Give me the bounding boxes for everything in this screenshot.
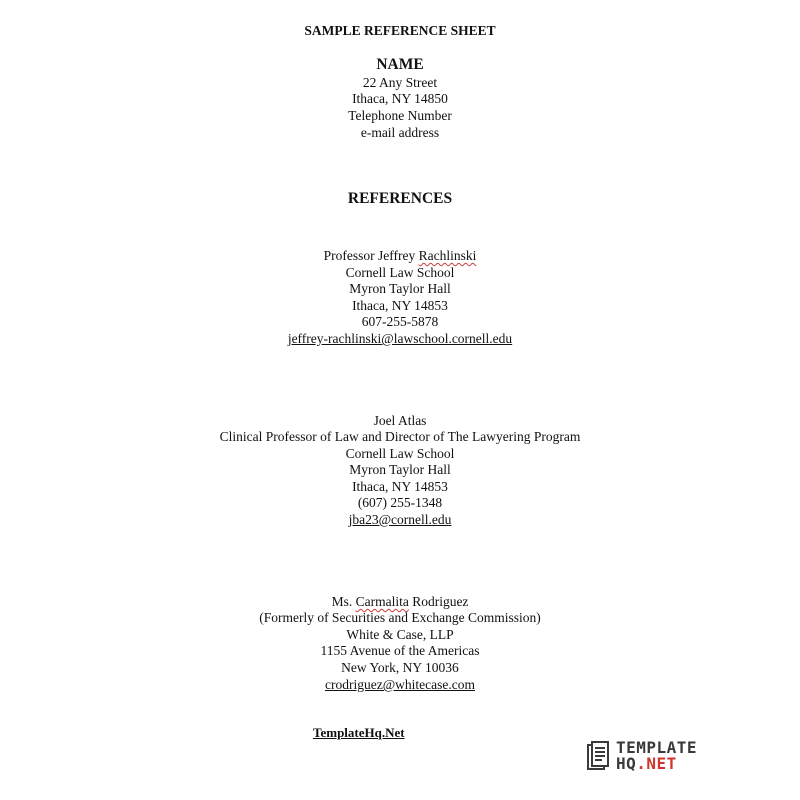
reference-1-line: Ithaca, NY 14853 <box>352 298 448 313</box>
reference-1-line: 607-255-5878 <box>361 314 439 329</box>
reference-3-name-suffix: Rodriguez <box>408 594 469 609</box>
applicant-phone: Telephone Number <box>348 108 452 123</box>
watermark-text <box>616 740 697 772</box>
reference-1-email-link[interactable]: jeffrey-rachlinski@lawschool.cornell.edu <box>287 331 513 346</box>
reference-1-line: Cornell Law School <box>345 265 455 280</box>
references-heading: REFERENCES <box>347 190 453 207</box>
reference-3-name <box>0 594 800 610</box>
reference-3-name-prefix: Ms. <box>331 594 356 609</box>
reference-3-email-link[interactable]: crodriguez@whitecase.com <box>325 677 475 692</box>
watermark-line-2-main: HQ <box>616 754 637 773</box>
applicant-street: 22 Any Street <box>362 75 438 90</box>
applicant-city: Ithaca, NY 14850 <box>352 91 448 106</box>
reference-1-name <box>0 248 800 264</box>
reference-3-line: (Formerly of Securities and Exchange Commission) <box>259 610 541 625</box>
reference-2-line: (607) 255-1348 <box>357 495 443 510</box>
reference-3-line: White & Case, LLP <box>346 627 454 642</box>
document-icon <box>586 741 610 773</box>
reference-2-line: Ithaca, NY 14853 <box>352 479 448 494</box>
reference-1-line: Myron Taylor Hall <box>349 281 451 296</box>
reference-2-line: Myron Taylor Hall <box>349 462 451 477</box>
reference-3-line: New York, NY 10036 <box>341 660 459 675</box>
document-title: SAMPLE REFERENCE SHEET <box>304 23 496 38</box>
reference-2-email-line <box>0 512 800 528</box>
reference-1-name-prefix: Professor Jeffrey <box>323 248 419 263</box>
reference-2-email-link[interactable]: jba23@cornell.edu <box>348 512 452 527</box>
reference-2-line: Cornell Law School <box>345 446 455 461</box>
reference-1-email-line <box>0 331 800 347</box>
watermark-line-2-accent: .NET <box>636 754 677 773</box>
watermark-line-1: TEMPLATE <box>616 738 698 757</box>
reference-3-name-middle: Carmalita <box>355 594 409 609</box>
reference-3-email-line <box>0 677 800 693</box>
templatehq-watermark-logo <box>586 740 718 774</box>
applicant-email: e-mail address <box>360 125 440 140</box>
reference-3-line: 1155 Avenue of the Americas <box>320 643 480 658</box>
watermark-line-2 <box>616 756 697 772</box>
templatehq-link[interactable]: TemplateHq.Net <box>313 725 405 740</box>
reference-2-line: Clinical Professor of Law and Director of The Lawyering Program <box>219 429 581 444</box>
reference-2-name: Joel Atlas <box>373 413 427 428</box>
reference-1-name-surname: Rachlinski <box>418 248 477 263</box>
applicant-name: NAME <box>376 56 424 73</box>
